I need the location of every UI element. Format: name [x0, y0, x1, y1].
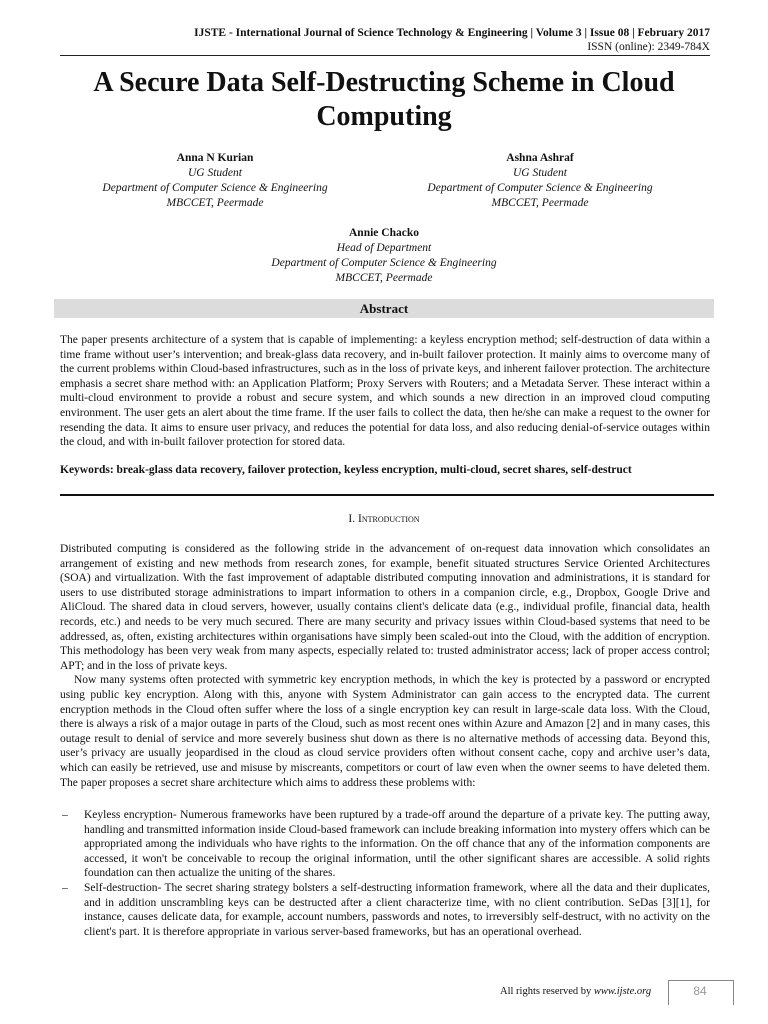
- author-block: [400, 151, 680, 211]
- section-heading: [0, 513, 768, 525]
- bullet-text: Keyless encryption- Numerous frameworks have been ruptured by a trade-off around the departure of a private key. The putting away, handling and transmitted information inside Cloud-based framework can include breaking information into mystery offers which can be appropriated among the individuals who have rights to the information. On the off chance that any of the information components are accessed, it won't be conceivable to recoup the original information, until the other significant shares are accessible. A solid rights foundation can then actualize the uniting of the shares.: [84, 809, 710, 880]
- list-item: [60, 881, 710, 939]
- author-department: Department of Computer Science & Engineering: [271, 257, 497, 269]
- author-role: Head of Department: [336, 242, 432, 254]
- bullet-text: Self-destruction- The secret sharing strategy bolsters a self-destructing information framework, where all the data and their duplicates, and in addition unscrambling keys can be destructed after a client characterize time, with no client contribution. SeDas [3][1], for instance, causes delicate data, for example, account numbers, passwords and notes, to irreversibly self-destruct, with no activity on the client's part. It is therefore appropriate in various server-based frameworks, but has an operational overhead.: [84, 881, 710, 938]
- journal-url-link[interactable]: www.ijste.org: [593, 986, 652, 997]
- introduction-body: [60, 542, 710, 790]
- keywords-line: Keywords: break-glass data recovery, failover protection, keyless encryption, multi-cloud, secret shares, self-destruct: [60, 464, 632, 476]
- paragraph: Now many systems often protected with symmetric key encryption methods, in which the key is protected by a password or encrypted using public key encryption. Along with this, anyone with System Administrator can gain access to the encrypted data. The current encryption methods in the Cloud often suffer where the loss of a single encryption key can result in large-scale data loss. With the Cloud, there is always a risk of a major outage in parts of the Cloud, such as most recent ones within Azure and Amazon [2] and in many cases, this outage result to denial of service and more severely business shut down as there is no alternative methods of accessing data. Beyond this, user’s privacy are usually jeopardised in the cloud as cloud service providers often without consent cache, copy and archive user’s data, which can easily be retrieved, use and misuse by miscreants, competitors or court of law even when the owner seems to have deleted them. The paper proposes a secret share architecture which aims to address these problems with:: [60, 674, 710, 789]
- list-item: [60, 808, 710, 881]
- author-institution: MBCCET, Peermade: [491, 197, 589, 209]
- author-role: UG Student: [188, 167, 242, 179]
- rights-text: All rights reserved by: [500, 986, 592, 997]
- author-name: Annie Chacko: [349, 227, 419, 239]
- abstract-divider: [60, 494, 714, 496]
- section-title: Introduction: [357, 513, 420, 525]
- page-number: 84: [693, 984, 707, 998]
- section-number: I.: [348, 513, 356, 525]
- author-block: [200, 226, 568, 286]
- author-institution: MBCCET, Peermade: [335, 272, 433, 284]
- author-block: [60, 151, 370, 211]
- abstract-heading: Abstract: [54, 299, 714, 318]
- paragraph: Distributed computing is considered as the following stride in the advancement of on-request data innovation which consolidates an arrangement of existing and new methods from research zones, for example, benefit situated structures Service Oriented Architectures (SOA) and virtualization. With the fast improvement of adaptable distributed computing innovation and administrations, it is standard for users to use distributed storage administrations to impart information to others in a companion circle, e.g., Dropbox, Google Drive and AliCloud. The shared data in cloud servers, however, usually contains client's delicate data (e.g., individual profile, financial data, health records, etc.) and needs to be very much secured. There are many security and privacy issues within Cloud-based systems that need to be addressed, as, often, existing architectures within organisations have simply been scaled-out into the Cloud, with the addition of encryption. This methodology has been very weak from many aspects, especially related to: trusted administrator access; lack of proper access control; APT; and in the loss of private keys.: [60, 543, 710, 672]
- author-department: Department of Computer Science & Engineering: [102, 182, 328, 194]
- journal-header: [194, 26, 710, 54]
- abstract-text: The paper presents architecture of a system that is capable of implementing: a keyless encryption method; self-destruction of data within a time frame without user’s intervention; and break-glass data recovery, and in-built failover protection. It mainly aims to overcome many of the current problems within Cloud-based infrastructures, such as in the loss of private keys, and inherent failover protection. The architecture emphasis a secret share method with: an Application Platform; Proxy Servers with Routers; and a Metadata Server. These interact within a multi-cloud environment to provide a robust and secure system, and which sounds a new direction in an improved cloud computing environment. The user gets an alert about the time frame. If the user fails to collect the data, then he/she can make a request to the owner for resending the data. It aims to ensure user privacy, and reduces the potential for data loss, and also reducing denial-of-service outages within the cloud, and with in-built failover protection for stored data.: [60, 334, 710, 449]
- bullet-marker: –: [62, 809, 68, 821]
- bullet-marker: –: [62, 881, 68, 894]
- footer-rights: [500, 986, 651, 997]
- author-role: UG Student: [513, 167, 567, 179]
- author-name: Anna N Kurian: [176, 152, 254, 164]
- journal-line: IJSTE - International Journal of Science Technology & Engineering | Volume 3 | Issue 08 | February 2017: [194, 27, 710, 39]
- author-institution: MBCCET, Peermade: [166, 197, 264, 209]
- author-name: Ashna Ashraf: [506, 152, 574, 164]
- author-department: Department of Computer Science & Engineering: [427, 182, 653, 194]
- header-divider: [60, 55, 710, 56]
- bullet-list: [60, 808, 710, 939]
- issn-line: ISSN (online): 2349-784X: [587, 41, 710, 53]
- paper-title: A Secure Data Self-Destructing Scheme in Cloud Computing: [93, 67, 675, 132]
